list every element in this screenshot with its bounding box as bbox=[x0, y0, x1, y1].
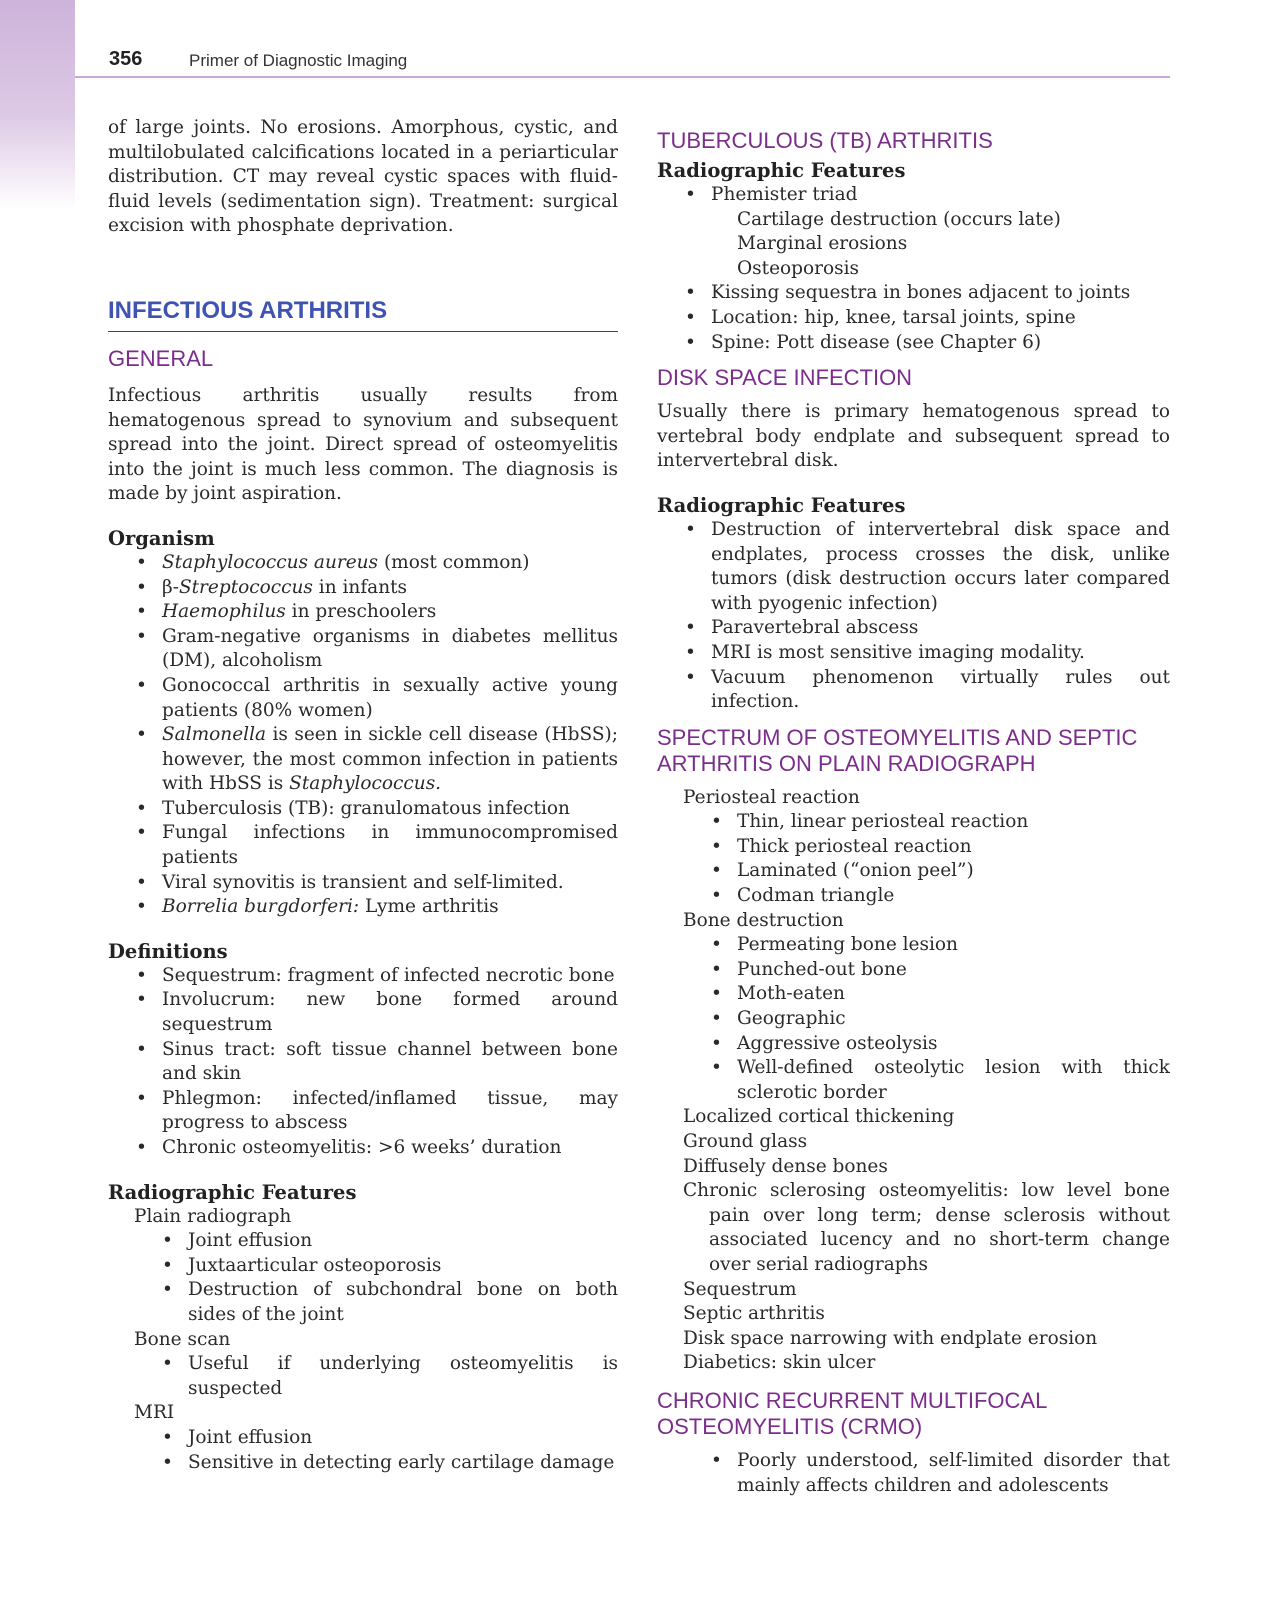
list-item: • Involucrum: new bone formed around sequestrum bbox=[108, 988, 618, 1037]
label-bone-destruction: Bone destruction bbox=[683, 909, 844, 931]
list-item: • Gram-negative organisms in diabetes mellitus (DM), alcoholism bbox=[108, 625, 618, 674]
organism-list bbox=[108, 551, 618, 920]
heading-radiographic-features: Radiographic Features bbox=[108, 1180, 357, 1204]
list-item: • Sinus tract: soft tissue channel between bone and skin bbox=[108, 1038, 618, 1087]
spectrum-line: Sequestrum bbox=[683, 1278, 797, 1300]
heading-disk-space-infection: DISK SPACE INFECTION bbox=[657, 365, 913, 391]
list-item: • Tuberculosis (TB): granulomatous infection bbox=[108, 797, 618, 822]
list-item: • Phlegmon: infected/inflamed tissue, may progress to abscess bbox=[108, 1087, 618, 1136]
heading-definitions: Definitions bbox=[108, 939, 228, 963]
intro-paragraph: of large joints. No erosions. Amorphous, cystic, and multilobulated calcifications located in a periarticular distribution. CT may reveal cystic spaces with fluid-fluid levels (sedimentation sign). Treatment: surgical excision with phosphate deprivation. bbox=[108, 117, 618, 237]
list-item: • Spine: Pott disease (see Chapter 6) bbox=[657, 331, 1170, 356]
list-item: • Poorly understood, self-limited disorder that mainly affects children and adolescents bbox=[657, 1449, 1170, 1498]
page-header bbox=[75, 44, 1170, 78]
tb-triad-item: Marginal erosions bbox=[737, 233, 908, 255]
list-item: • Chronic osteomyelitis: >6 weeks’ duration bbox=[108, 1136, 618, 1161]
list-item: • Borrelia burgdorferi: Lyme arthritis bbox=[108, 895, 618, 920]
right-column bbox=[657, 128, 1170, 1498]
heading-disk-radiographic-features: Radiographic Features bbox=[657, 493, 906, 517]
bone-scan-list bbox=[108, 1352, 618, 1401]
list-item: • Location: hip, knee, tarsal joints, spine bbox=[657, 306, 1170, 331]
tb-triad-item: Osteoporosis bbox=[737, 257, 860, 279]
tb-list-phemister bbox=[657, 183, 1170, 208]
list-item: • Juxtaarticular osteoporosis bbox=[108, 1254, 618, 1279]
list-item: • Thick periosteal reaction bbox=[657, 835, 1170, 860]
heading-spectrum: SPECTRUM OF OSTEOMYELITIS AND SEPTIC ARTHRITIS ON PLAIN RADIOGRAPH bbox=[657, 724, 1138, 776]
running-title: Primer of Diagnostic Imaging bbox=[189, 51, 408, 70]
heading-tb-arthritis: TUBERCULOUS (TB) ARTHRITIS bbox=[657, 128, 993, 153]
left-column bbox=[108, 116, 618, 1475]
definitions-list bbox=[108, 964, 618, 1161]
list-item: • Fungal infections in immunocompromised patients bbox=[108, 821, 618, 870]
heading-tb-radiographic-features: Radiographic Features bbox=[657, 159, 906, 182]
plain-radiograph-list bbox=[108, 1229, 618, 1327]
list-item: • Phemister triad bbox=[657, 183, 1170, 208]
list-item: • Vacuum phenomenon virtually rules out infection. bbox=[657, 666, 1170, 715]
list-item: • Thin, linear periosteal reaction bbox=[657, 810, 1170, 835]
label-mri: MRI bbox=[134, 1402, 175, 1424]
mri-list bbox=[108, 1426, 618, 1475]
crmo-list bbox=[657, 1449, 1170, 1498]
list-item: • Permeating bone lesion bbox=[657, 933, 1170, 958]
heading-general: GENERAL bbox=[108, 345, 214, 371]
periosteal-list bbox=[657, 810, 1170, 908]
label-periosteal-reaction: Periosteal reaction bbox=[683, 786, 860, 808]
list-item: • Destruction of intervertebral disk space and endplates, process crosses the disk, unlike tumors (disk destruction occurs later compared with pyogenic infection) bbox=[657, 518, 1170, 616]
list-item: • Gonococcal arthritis in sexually active young patients (80% women) bbox=[108, 674, 618, 723]
list-item: • β-Streptococcus in infants bbox=[108, 576, 618, 601]
list-item: • Aggressive osteolysis bbox=[657, 1032, 1170, 1057]
spectrum-line: Diabetics: skin ulcer bbox=[683, 1352, 876, 1374]
list-item: • Paravertebral abscess bbox=[657, 616, 1170, 641]
spectrum-line: Diffusely dense bones bbox=[683, 1155, 888, 1177]
list-item: • Sequestrum: fragment of infected necrotic bone bbox=[108, 964, 618, 989]
list-item: • Haemophilus in preschoolers bbox=[108, 600, 618, 625]
list-item: • Sensitive in detecting early cartilage damage bbox=[108, 1451, 618, 1476]
spectrum-line: Localized cortical thickening bbox=[683, 1106, 955, 1128]
spectrum-line: Septic arthritis bbox=[683, 1303, 825, 1325]
heading-organism: Organism bbox=[108, 526, 215, 550]
list-item: • Useful if underlying osteomyelitis is suspected bbox=[108, 1352, 618, 1401]
spectrum-line: Ground glass bbox=[683, 1131, 808, 1152]
list-item: • Kissing sequestra in bones adjacent to joints bbox=[657, 281, 1170, 306]
bone-destruction-list bbox=[657, 933, 1170, 1105]
list-item: • Codman triangle bbox=[657, 884, 1170, 909]
list-item: • Laminated (“onion peel”) bbox=[657, 859, 1170, 884]
section-heading-infectious-arthritis: INFECTIOUS ARTHRITIS bbox=[108, 296, 618, 332]
list-item: • MRI is most sensitive imaging modality. bbox=[657, 641, 1170, 666]
general-paragraph: Infectious arthritis usually results from hematogenous spread to synovium and subsequent spread into the joint. Direct spread of osteomyelitis into the joint is much less common. The diagnosis is made by joint aspiration. bbox=[108, 384, 618, 505]
list-item: • Destruction of subchondral bone on both sides of the joint bbox=[108, 1278, 618, 1327]
heading-crmo: CHRONIC RECURRENT MULTIFOCAL OSTEOMYELITIS (CRMO) bbox=[657, 1387, 1048, 1439]
label-plain-radiograph: Plain radiograph bbox=[134, 1205, 292, 1227]
list-item: • Well-defined osteolytic lesion with thick sclerotic border bbox=[657, 1056, 1170, 1105]
list-item: • Salmonella is seen in sickle cell disease (HbSS); however, the most common infection in patients with HbSS is Staphylococcus. bbox=[108, 723, 618, 797]
tb-triad-item: Cartilage destruction (occurs late) bbox=[737, 208, 1061, 230]
disk-paragraph: Usually there is primary hematogenous spread to vertebral body endplate and subsequent spread to intervertebral disk. bbox=[657, 401, 1170, 472]
list-item: • Viral synovitis is transient and self-limited. bbox=[108, 871, 618, 896]
chapter-tab bbox=[0, 0, 75, 210]
list-item: • Staphylococcus aureus (most common) bbox=[108, 551, 618, 576]
page-number: 356 bbox=[109, 48, 143, 70]
list-item: • Punched-out bone bbox=[657, 958, 1170, 983]
spectrum-line: Disk space narrowing with endplate erosion bbox=[683, 1327, 1098, 1349]
disk-list bbox=[657, 518, 1170, 715]
label-bone-scan: Bone scan bbox=[134, 1328, 231, 1350]
list-item: • Joint effusion bbox=[108, 1229, 618, 1254]
list-item: • Geographic bbox=[657, 1007, 1170, 1032]
list-item: • Joint effusion bbox=[108, 1426, 618, 1451]
tb-list bbox=[657, 281, 1170, 355]
spectrum-line-chronic: Chronic sclerosing osteomyelitis: low level bone pain over long term; dense sclerosis without associated lucency and no short-term change over serial radiographs bbox=[683, 1180, 1170, 1275]
list-item: • Moth-eaten bbox=[657, 982, 1170, 1007]
